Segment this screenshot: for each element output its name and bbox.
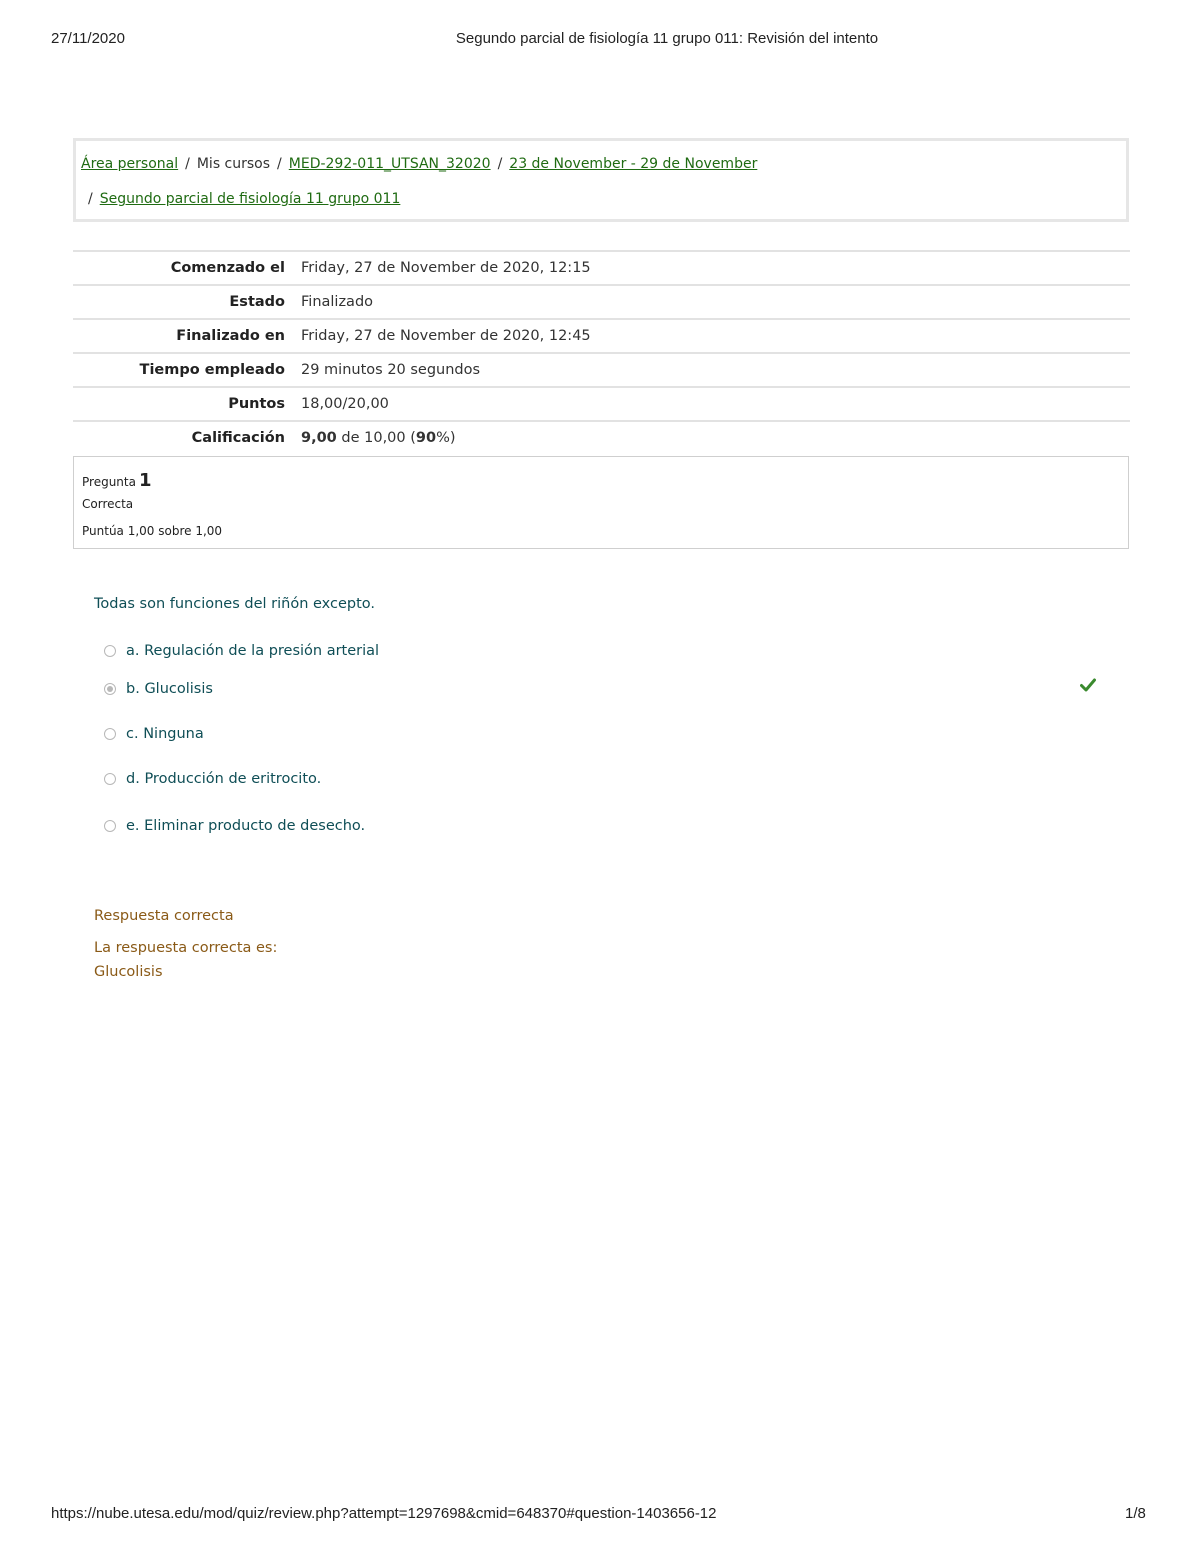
breadcrumb-week[interactable]: 23 de November - 29 de November — [509, 156, 758, 172]
option-letter: b. — [126, 681, 140, 697]
page-number: 1/8 — [1125, 1505, 1146, 1522]
grade-out-of: de 10,00 ( — [336, 430, 416, 446]
attempt-summary-table — [73, 250, 1130, 454]
breadcrumb-mis-cursos: Mis cursos — [196, 156, 271, 172]
summary-label: Tiempo empleado — [139, 362, 285, 378]
breadcrumb-course[interactable]: MED-292-011_UTSAN_32020 — [288, 156, 491, 172]
breadcrumb-separator: / — [277, 156, 282, 172]
summary-row-grade — [73, 421, 1130, 454]
option-letter: a. — [126, 643, 140, 659]
print-header — [0, 30, 1200, 50]
answer-option-a[interactable] — [104, 643, 379, 659]
breadcrumb-area-personal[interactable]: Área personal — [81, 156, 179, 172]
feedback-status: Respuesta correcta — [94, 908, 234, 924]
answer-option-c[interactable] — [104, 726, 204, 742]
breadcrumb-separator: / — [497, 156, 503, 172]
answer-option-d[interactable] — [104, 771, 321, 787]
summary-value: 18,00/20,00 — [301, 396, 389, 412]
question-text: Todas son funciones del riñón excepto. — [94, 596, 375, 612]
radio-button[interactable] — [104, 728, 116, 740]
breadcrumb-separator: / — [185, 156, 190, 172]
summary-value — [301, 421, 1130, 454]
grade-percent: 90 — [415, 430, 437, 446]
answer-option-e[interactable] — [104, 818, 365, 834]
summary-value: Friday, 27 de November de 2020, 12:45 — [301, 328, 591, 344]
option-text: Eliminar producto de desecho. — [144, 818, 366, 834]
question-label-text: Pregunta — [82, 475, 136, 489]
question-info-box — [73, 456, 1129, 549]
summary-label: Finalizado en — [176, 328, 285, 344]
radio-button[interactable] — [104, 773, 116, 785]
question-number: 1 — [138, 470, 152, 491]
breadcrumb — [73, 138, 1129, 222]
option-letter: e. — [126, 818, 140, 834]
summary-row-started — [73, 251, 1130, 285]
breadcrumb-separator: / — [88, 191, 93, 207]
grade-value: 9,00 — [301, 430, 337, 446]
summary-row-points — [73, 387, 1130, 421]
right-answer: Glucolisis — [94, 964, 163, 980]
print-url: https://nube.utesa.edu/mod/quiz/review.php?attempt=1297698&cmid=648370#question-1403656-12 — [51, 1505, 717, 1522]
grade-end: %) — [436, 430, 456, 446]
summary-row-time-taken — [73, 353, 1130, 387]
radio-button[interactable] — [104, 820, 116, 832]
print-footer — [0, 1505, 1200, 1525]
question-grade: Puntúa 1,00 sobre 1,00 — [82, 524, 223, 538]
breadcrumb-quiz[interactable]: Segundo parcial de fisiología 11 grupo 011 — [99, 191, 401, 207]
print-title: Segundo parcial de fisiología 11 grupo 011: Revisión del intento — [455, 30, 879, 47]
question-label — [82, 470, 152, 491]
option-text: Producción de eritrocito. — [144, 771, 322, 787]
right-answer-label: La respuesta correcta es: — [94, 940, 278, 956]
print-date: 27/11/2020 — [51, 30, 125, 47]
summary-row-finished — [73, 319, 1130, 353]
option-letter: d. — [126, 771, 140, 787]
option-text: Glucolisis — [144, 681, 213, 697]
question-state: Correcta — [82, 497, 134, 511]
option-text: Ninguna — [143, 726, 204, 742]
radio-button[interactable] — [104, 645, 116, 657]
check-icon — [1080, 678, 1096, 692]
summary-label: Puntos — [228, 396, 285, 412]
radio-button-selected[interactable] — [104, 683, 116, 695]
summary-value: 29 minutos 20 segundos — [301, 362, 481, 378]
option-letter: c. — [126, 726, 139, 742]
summary-label: Comenzado el — [170, 260, 285, 276]
answer-option-b[interactable] — [104, 681, 213, 697]
summary-label: Calificación — [191, 430, 285, 446]
summary-row-state — [73, 285, 1130, 319]
summary-label: Estado — [229, 294, 285, 310]
summary-value: Finalizado — [301, 294, 374, 310]
option-text: Regulación de la presión arterial — [144, 643, 380, 659]
summary-value: Friday, 27 de November de 2020, 12:15 — [301, 260, 591, 276]
